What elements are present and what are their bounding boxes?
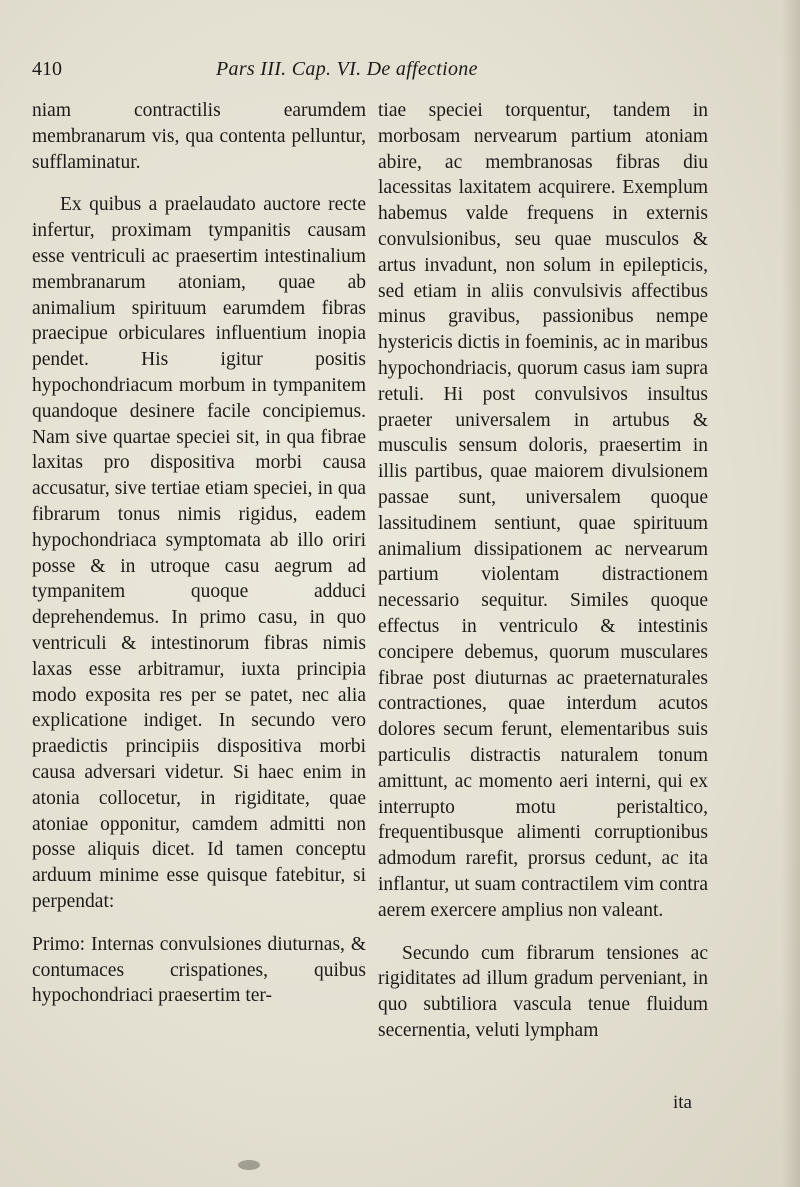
left-column bbox=[32, 98, 366, 1009]
paragraph-gap bbox=[32, 175, 366, 192]
right-column bbox=[378, 98, 708, 1044]
page-edge-shadow bbox=[782, 0, 800, 1187]
paragraph-gap bbox=[378, 924, 708, 941]
paragraph: niam contractilis earumdem membranarum vis, qua contenta pelluntur, sufflaminatur. bbox=[32, 100, 366, 173]
paragraph: Secundo cum fibrarum tensiones ac rigiditates ad illum gradum perveniant, in quo subtiliora vascula tenue fluidum secernentia, veluti lympham bbox=[378, 942, 708, 1041]
page-header bbox=[32, 58, 552, 88]
running-title: Pars III. Cap. VI. De affectione bbox=[216, 58, 478, 80]
paragraph: tiae speciei torquentur, tandem in morbosam nervearum partium atoniam abire, ac membranosas fibras diu lacessitas laxitatem acquirere. Exemplum habemus valde frequens in externis convulsionibus, seu quae musculos & artus invadunt, non solum in epilepticis, sed etiam in aliis convulsivis affectibus minus gravibus, passionibus nempe hystericis dictis in foeminis, ac in maribus hypochondriacis, quorum casus iam supra retuli. Hi post convulsivos insultus praeter universalem in artubus & musculis sensum doloris, praesertim in illis partibus, quae maiorem divulsionem passae sunt, universalem quoque lassitudinem sentiunt, quae spirituum animalium dissipationem ac nervearum partium violentam distractionem necessario sequitur. Similes quoque effectus in ventriculo & intestinis concipere debemus, quorum musculares fibrae post diuturnas ac praeternaturales contractiones, quae interdum acutos dolores secum ferunt, elementaribus suis particulis distractis naturalem tonum amittunt, ac momento aeri interni, qui ex interrupto motu peristaltico, frequentibusque alimenti corruptionibus admodum rarefit, prorsus cedunt, ac ita inflantur, ut suam contractilem vim contra aerem exercere amplius non valeant. bbox=[378, 100, 708, 921]
paragraph: Ex quibus a praelaudato auctore recte infertur, proximam tympanitis causam esse ventriculi ac praesertim intestinalium membranarum atoniam, quae ab animalium spirituum earumdem fibras praecipue orbiculares influentium inopia pendet. His igitur positis hypochondriacum morbum in tympanitem quandoque desinere facile concipiemus. Nam sive quartae speciei sit, in qua fibrae laxitas pro dispositiva morbi causa accusatur, sive tertiae etiam speciei, in qua fibrarum tonus nimis rigidus, eadem hypochondriaca symptomata ab illo oriri posse & in utroque casu aegrum ad tympanitem quoque adduci deprehendemus. In primo casu, in quo ventriculi & intestinorum fibras nimis laxas esse arbitramur, iuxta principia modo exposita res per se patet, nec alia explicatione indiget. In secundo vero praedictis principiis dispositiva morbi causa adversari videtur. Si haec enim in atonia collocetur, in rigiditate, quae atoniae opponitur, camdem admitti non posse aliquis dicet. Id tamen conceptu arduum minime esse quisque fatebitur, si perpendat: bbox=[32, 194, 366, 912]
paragraph: Primo: Internas convulsiones diuturnas, & contumaces crispationes, quibus hypochondriaci praesertim ter- bbox=[32, 933, 366, 1007]
catchword: ita bbox=[673, 1092, 692, 1113]
ink-blot bbox=[238, 1160, 260, 1170]
paragraph-gap bbox=[32, 915, 366, 932]
page-number: 410 bbox=[32, 58, 62, 80]
